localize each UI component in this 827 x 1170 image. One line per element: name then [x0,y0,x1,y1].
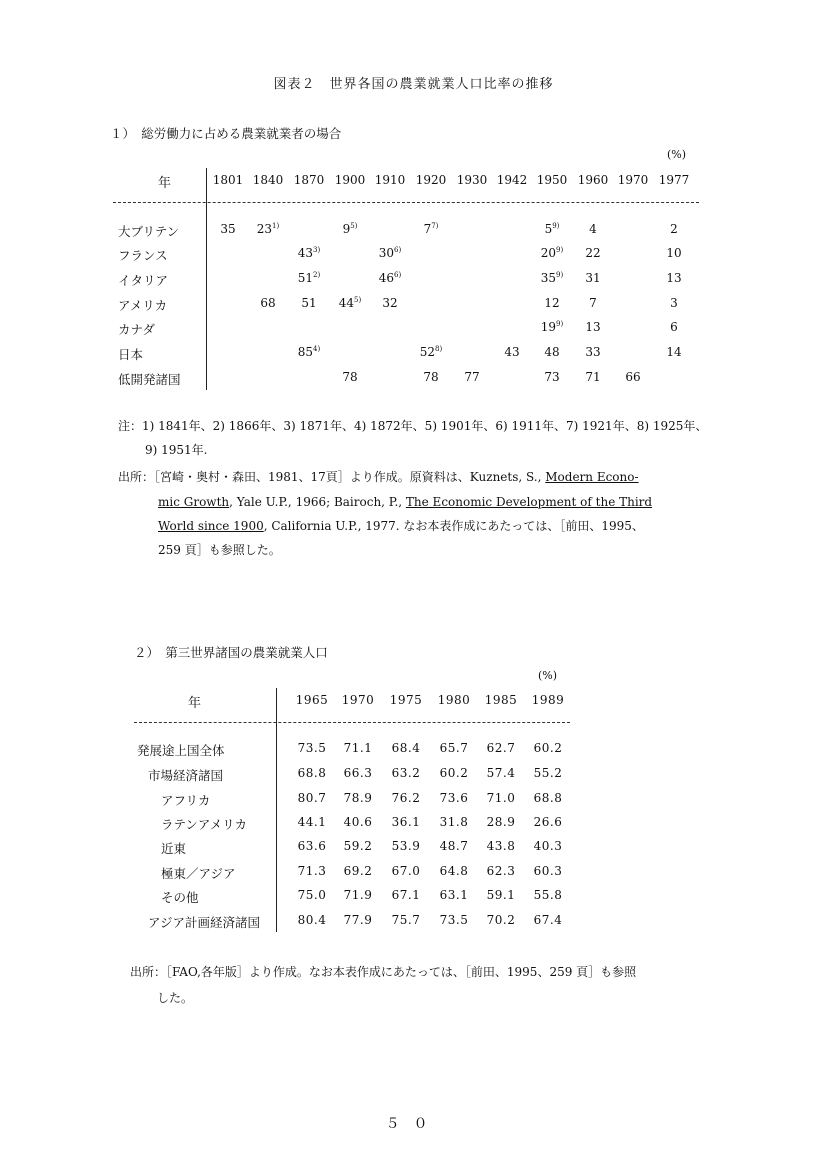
table1-cell-value: 10 [666,246,682,260]
table2-row-label: アフリカ [161,793,211,808]
table2-cell: 76.2 [391,791,421,805]
table2-row-label: 極東／アジア [161,866,236,881]
table2-cell: 40.6 [343,815,373,829]
table1-divider [113,202,699,203]
table2-cell: 75.7 [391,913,421,927]
table1-cell [652,246,696,260]
table2-row-label: 近東 [161,841,187,856]
table1-cell-footnote: 3) [313,246,321,254]
source-book-title: The Economic Development of the Third [405,495,653,509]
table1-cell-value: 43 [297,246,314,260]
table2-cell: 65.7 [439,741,469,755]
table2-year-1989: 1989 [531,693,565,707]
table1-row-label: イタリア [118,273,169,288]
table1-cell-value: 48 [544,345,560,359]
table2-cell: 71.1 [343,741,373,755]
table1-cell [571,296,615,310]
table1-cell-value: 43 [504,345,520,359]
table2-cell: 73.5 [297,741,327,755]
table2-cell: 67.4 [533,913,563,927]
table2-cell: 71.3 [297,864,327,878]
table1-cell-value: 77 [464,370,480,384]
table1-year-1960: 1960 [577,173,609,187]
figure-title: 図表２ 世界各国の農業就業人口比率の推移 [273,77,554,92]
table1-cell [287,296,331,310]
table2-row-label: 発展途上国全体 [137,743,225,758]
table1-cell-footnote: 9) [552,222,560,230]
table1-cell-value: 32 [382,296,398,310]
table1-cell-value: 31 [585,271,601,285]
table2-cell: 77.9 [343,913,373,927]
table1-cell [490,345,534,359]
table1-cell-value: 35 [220,222,236,236]
table1-year-1801: 1801 [212,173,244,187]
table1-cell [530,222,574,236]
table2-cell: 63.2 [391,766,421,780]
table1-cell [571,320,615,334]
table1-cell [450,370,494,384]
table1-cell-value: 30 [378,246,395,260]
table1-cell-footnote: 1) [272,222,280,230]
table1-cell-value: 20 [540,246,557,260]
table1-cell-value: 19 [540,320,557,334]
table2-row-label: 市場経済諸国 [148,768,224,783]
table1-cell-footnote: 6) [394,271,402,279]
table2-cell: 59.1 [486,888,516,902]
table1-cell-value: 33 [585,345,601,359]
table1-cell-value: 13 [585,320,601,334]
table2-cell: 67.1 [391,888,421,902]
table1-cell [287,246,331,260]
table1-source-line1 [118,465,639,489]
table1-cell [571,370,615,384]
table1-cell [287,345,331,359]
table1-vertical-rule [206,168,207,390]
table1-cell-value: 2 [670,222,678,236]
table1-cell [611,370,655,384]
table1-cell-footnote: 9) [556,320,564,328]
table1-year-1920: 1920 [415,173,447,187]
source-text: 出所：［宮崎・奥村・森田、1981、17頁］より作成。原資料は、Kuznets, S., [118,470,546,484]
table2-year-1975: 1975 [389,693,423,707]
table2-cell: 63.6 [297,839,327,853]
table2-cell: 55.2 [533,766,563,780]
source-book-title: World since 1900 [158,519,264,533]
table1-year-1970: 1970 [617,173,649,187]
table1-cell-value: 44 [338,296,355,310]
table1-unit: (%) [667,148,687,161]
table1-cell-value: 6 [670,320,678,334]
table1-cell-value: 73 [544,370,560,384]
table1-cell [328,296,372,310]
table2-unit: (%) [538,669,558,682]
table2-cell: 53.9 [391,839,421,853]
table2-year-label: 年 [188,696,202,711]
table1-cell-value: 85 [297,345,314,359]
table1-source-line2 [158,490,652,514]
source-book-title: mic Growth [158,495,230,509]
table1-cell-value: 7 [589,296,597,310]
table2-cell: 73.5 [439,913,469,927]
table1-cell [571,246,615,260]
table1-row-label: アメリカ [118,298,168,313]
table2-cell: 80.7 [297,791,327,805]
table2-cell: 70.2 [486,913,516,927]
table2-year-1985: 1985 [484,693,518,707]
table2-cell: 63.1 [439,888,469,902]
table1-cell [409,370,453,384]
table2-source-line1: 出所：［FAO,各年版］より作成。なお本表作成にあたっては、［前田、1995、259 頁］も参照 [130,965,637,979]
table1-cell-value: 22 [585,246,601,260]
table1-year-1977: 1977 [658,173,690,187]
table2-cell: 69.2 [343,864,373,878]
table1-cell [652,320,696,334]
table1-year-1840: 1840 [252,173,284,187]
table2-heading: ２） 第三世界諸国の農業就業人口 [134,645,328,660]
table1-cell-value: 23 [256,222,273,236]
table1-cell-value: 71 [585,370,601,384]
table1-cell-value: 52 [419,345,436,359]
table1-cell [328,370,372,384]
table1-cell [530,296,574,310]
table1-cell-value: 14 [666,345,682,359]
table2-cell: 55.8 [533,888,563,902]
table2-cell: 66.3 [343,766,373,780]
table1-cell [571,222,615,236]
table2-cell: 57.4 [486,766,516,780]
table2-row-label: アジア計画経済諸国 [148,915,261,930]
table1-cell-value: 46 [378,271,395,285]
table1-row-label: カナダ [118,322,155,337]
table1-row-label: 大ブリテン [118,224,180,239]
table1-cell [530,345,574,359]
table1-cell-value: 66 [625,370,641,384]
table1-cell-footnote: 2) [313,271,321,279]
table2-cell: 48.7 [439,839,469,853]
table1-year-1910: 1910 [374,173,406,187]
table1-cell-value: 4 [589,222,597,236]
table1-note-line2: 9) 1951年. [145,443,208,457]
table1-row-label: 日本 [118,347,144,362]
source-text: , California U.P., 1977. なお本表作成にあたっては、［前田、1995、 [263,519,644,533]
table1-cell-value: 9 [342,222,351,236]
table1-cell [409,345,453,359]
table1-cell [530,370,574,384]
table1-cell-value: 12 [544,296,560,310]
table2-row-label: その他 [161,890,199,905]
table2-row-label: ラテンアメリカ [161,817,248,832]
table1-cell [530,271,574,285]
table1-cell-footnote: 9) [556,271,564,279]
table2-divider [134,722,570,723]
table1-year-label: 年 [158,176,172,191]
table1-cell [206,222,250,236]
source-text: , Yale U.P., 1966; Bairoch, P., [229,495,406,509]
table2-cell: 60.2 [439,766,469,780]
table2-cell: 28.9 [486,815,516,829]
table1-cell-value: 78 [423,370,439,384]
table2-cell: 68.4 [391,741,421,755]
table1-row-label: 低開発諸国 [118,372,181,387]
table2-cell: 64.8 [439,864,469,878]
table2-cell: 68.8 [533,791,563,805]
table1-year-1900: 1900 [334,173,366,187]
table1-cell [287,271,331,285]
table2-cell: 26.6 [533,815,563,829]
table1-heading: １） 総労働力に占める農業就業者の場合 [110,126,342,141]
table2-cell: 62.3 [486,864,516,878]
table1-cell [652,345,696,359]
table1-cell-value: 51 [301,296,317,310]
table2-cell: 68.8 [297,766,327,780]
table2-cell: 31.8 [439,815,469,829]
table2-cell: 59.2 [343,839,373,853]
table2-cell: 62.7 [486,741,516,755]
table1-cell-value: 78 [342,370,358,384]
table1-row-label: フランス [118,248,168,263]
table1-cell-value: 3 [670,296,678,310]
table1-cell [368,296,412,310]
table2-cell: 60.2 [533,741,563,755]
table1-cell-value: 7 [423,222,432,236]
table1-cell-value: 68 [260,296,276,310]
table2-cell: 36.1 [391,815,421,829]
table2-cell: 78.9 [343,791,373,805]
table1-cell-footnote: 6) [394,246,402,254]
table1-cell [530,246,574,260]
table2-vertical-rule [276,688,277,932]
table1-cell-footnote: 8) [435,345,443,353]
table1-cell-footnote: 5) [350,222,358,230]
table1-cell [652,222,696,236]
table1-year-1950: 1950 [536,173,568,187]
table1-cell [652,296,696,310]
table1-year-1930: 1930 [456,173,488,187]
table1-cell-footnote: 4) [313,345,321,353]
source-book-title: Modern Econo- [545,470,639,484]
table1-cell [652,271,696,285]
table1-cell [246,222,290,236]
table1-cell [328,222,372,236]
table2-cell: 43.8 [486,839,516,853]
table1-source-line4: 259 頁］も参照した。 [158,543,281,557]
table2-cell: 67.0 [391,864,421,878]
table1-cell [368,246,412,260]
table1-cell [368,271,412,285]
table1-cell-footnote: 5) [354,296,362,304]
table2-cell: 71.9 [343,888,373,902]
table2-cell: 71.0 [486,791,516,805]
table1-cell [530,320,574,334]
table2-year-1965: 1965 [295,693,329,707]
table1-cell-value: 5 [544,222,553,236]
table2-source-line2: した。 [157,991,194,1005]
table1-cell-footnote: 7) [431,222,439,230]
table2-cell: 60.3 [533,864,563,878]
table1-cell [246,296,290,310]
table1-source-line3 [158,514,644,538]
page-number: ５０ [385,1116,442,1132]
table1-cell-footnote: 9) [556,246,564,254]
table1-cell-value: 13 [666,271,682,285]
table2-cell: 80.4 [297,913,327,927]
table1-year-1942: 1942 [496,173,528,187]
table2-cell: 73.6 [439,791,469,805]
table1-cell-value: 51 [297,271,314,285]
table1-note-line1: 注：1) 1841年、2) 1866年、3) 1871年、4) 1872年、5) 1901年、6) 1911年、7) 1921年、8) 1925年、 [118,419,708,433]
table2-cell: 44.1 [297,815,327,829]
table2-year-1980: 1980 [437,693,471,707]
table1-cell-value: 35 [540,271,557,285]
table2-cell: 40.3 [533,839,563,853]
table1-cell [571,345,615,359]
table1-cell [571,271,615,285]
table1-year-1870: 1870 [293,173,325,187]
table2-year-1970: 1970 [341,693,375,707]
table2-cell: 75.0 [297,888,327,902]
table1-cell [409,222,453,236]
